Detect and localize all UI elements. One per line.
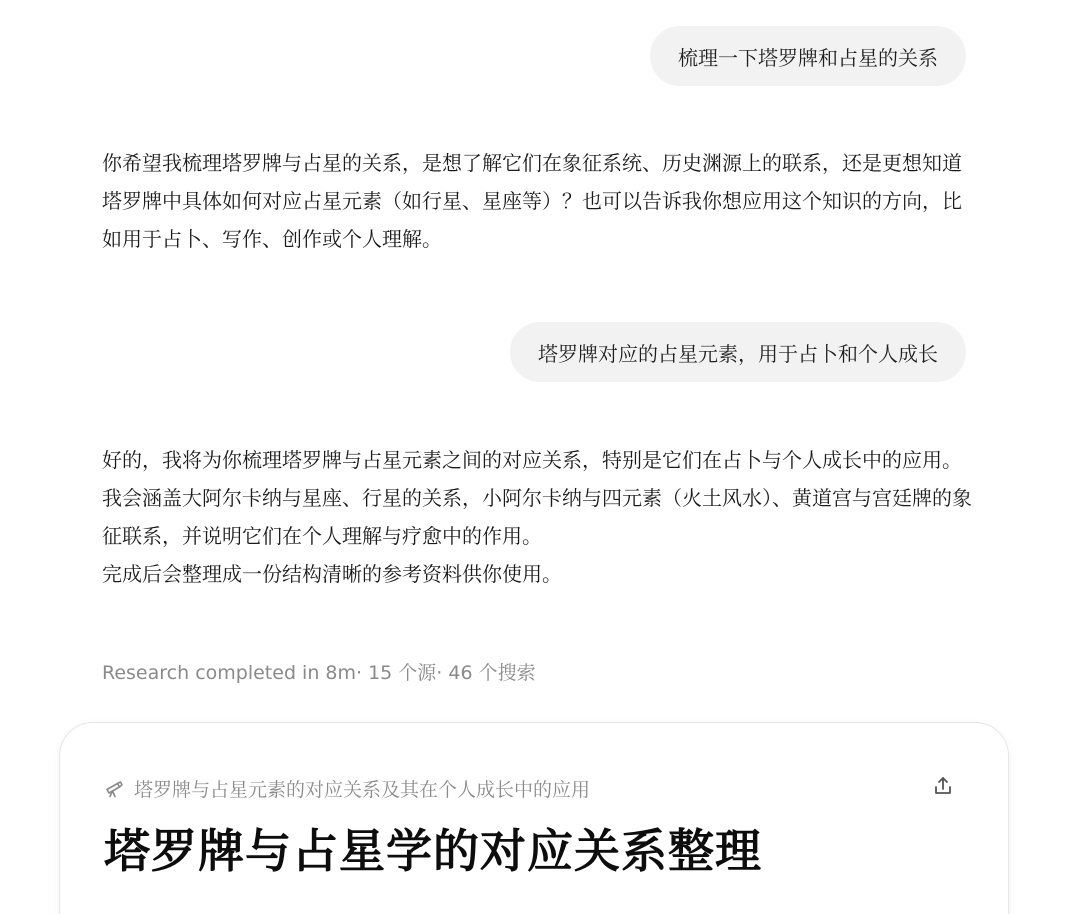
user-message-2 [510, 322, 966, 382]
user-message-1 [650, 26, 966, 86]
report-subtitle: 塔罗牌与占星元素的对应关系及其在个人成长中的应用 [134, 779, 591, 801]
assistant-paragraph: 我会涵盖大阿尔卡纳与星座、行星的关系，小阿尔卡纳与四元素（火土风水）、黄道宫与宫廷牌的象征联系，并说明它们在个人理解与疗愈中的作用。 [102, 486, 972, 548]
assistant-paragraph: 你希望我梳理塔罗牌与占星的关系，是想了解它们在象征系统、历史渊源上的联系，还是更想知道塔罗牌中具体如何对应占星元素（如行星、星座等）？也可以告诉我你想应用这个知识的方向，比如用于占卜、写作、创作或个人理解。 [102, 151, 962, 251]
assistant-paragraph: 完成后会整理成一份结构清晰的参考资料供你使用。 [102, 562, 562, 586]
assistant-message-2 [102, 441, 972, 593]
research-report-card[interactable] [59, 722, 1009, 914]
user-message-text: 塔罗牌对应的占星元素，用于占卜和个人成长 [538, 341, 938, 366]
assistant-paragraph: 好的，我将为你梳理塔罗牌与占星元素之间的对应关系，特别是它们在占卜与个人成长中的应用。 [102, 448, 962, 472]
assistant-message-1 [102, 144, 972, 258]
share-button[interactable] [930, 775, 956, 801]
report-title: 塔罗牌与占星学的对应关系整理 [104, 824, 762, 878]
research-status[interactable]: Research completed in 8m· 15 个源· 46 个搜索 [102, 662, 536, 684]
share-icon [932, 775, 954, 801]
report-subtitle-row [104, 775, 590, 802]
user-message-text: 梳理一下塔罗牌和占星的关系 [678, 45, 938, 70]
telescope-icon [104, 779, 124, 799]
